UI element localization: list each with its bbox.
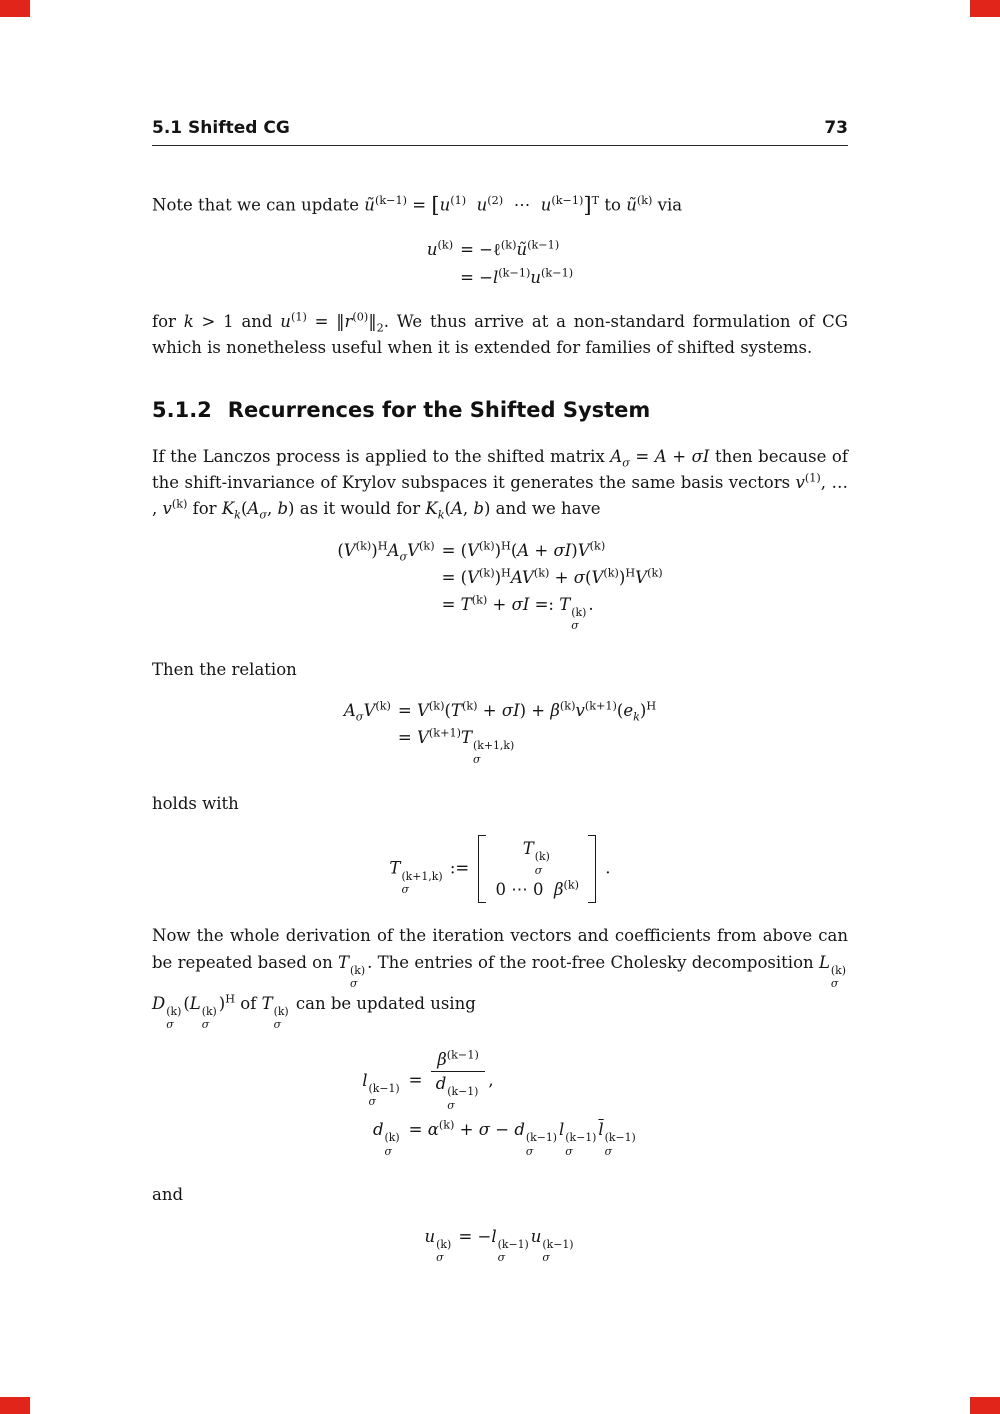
equation-lhs [427,264,453,291]
equation-lhs [337,591,434,637]
equation-lhs [344,724,391,770]
equation-lhs: l (k−1) σ [362,1070,400,1109]
equation-rhs: = $\alpha^{(k)} + \sigma - d$ (k−1) σ l (k−1) σ $\overline{l}$ (k−1) σ [408,1118,636,1158]
equation-t-definition: T (k+1,k) σ := T (k) σ 0 ⋯ 0 $\beta^{(k)}$ . [152,835,848,903]
page-number: 73 [824,118,848,138]
paragraph-then-relation: Then the relation [152,659,297,679]
equation-rhs: = $(V^{(k)})^H(A + \sigma I)V^{(k)}$ [441,539,606,560]
equation-rhs: = $-l^{(k-1)}u^{(k-1)}$ [460,266,574,287]
equation-lhs: $u^{(k)}$ [426,238,454,259]
equation-row [337,591,662,637]
subsection-number: 5.1.2 [152,397,212,422]
running-header [152,118,848,146]
equation-lhs: $A_\sigma V^{(k)}$ [343,699,391,724]
equation-ld-update [362,1046,638,1162]
corner-mark [0,0,30,17]
paragraph-holds-with: holds with [152,793,239,813]
equation-relation [344,697,656,770]
corner-mark [0,1397,30,1414]
equation-row [337,564,662,591]
paragraph-cholesky: Now the whole derivation of the iteration vectors and coefficients from above can be repeated based on T (k) σ . The entries of the root-free Cholesky decomposition L (k) σ D (k) σ (L (k) σ )$^H$ of T (k) σ can be updated using [152,926,848,1032]
paragraph-and: and [152,1185,184,1205]
equation-u-sigma: u (k) σ = −l (k−1) σ u (k−1) σ [424,1226,574,1265]
equation-row [344,697,656,724]
paragraph-lanczos: If the Lanczos process is applied to the shifted matrix $A_\sigma = A + \sigma I$ then because of the shift-invariance of Krylov subspaces it generates the same basis vectors $v^{(1)}$, … , $v^{(k)}$ for $K_k(A_\sigma$, b) as it would for $K_k(A$, b) and we have [152,446,848,522]
equation-lhs: d (k) σ [372,1120,400,1158]
equation-row [427,264,573,291]
equation-rhs: = $\beta^{(k-1)}$ d (k−1) σ , [408,1048,494,1112]
equation-rhs: = $T^{(k)} + \sigma I$ =: T (k) σ . [441,593,594,633]
equation-u-update [427,236,573,291]
equation-row [362,1046,638,1116]
equation-projection [337,537,662,637]
equation-rhs: = $V^{(k+1)}T$ (k+1,k) σ [397,726,515,766]
equation-row [337,537,662,564]
equation-rhs: = $V^{(k)}(T^{(k)} + \sigma I) + \beta^{(k)}v^{(k+1)}(e_k)^H$ [397,699,657,724]
equation-row [344,724,656,770]
equation-rhs: = $-\ell^{(k)}ũ^{(k-1)}$ [460,238,560,259]
equation-lhs: $(V^{(k)})^HA_\sigma V^{(k)}$ [337,539,435,564]
equation-row [427,236,573,264]
corner-mark [970,0,1000,17]
equation-rhs: = $(V^{(k)})^HAV^{(k)} + \sigma(V^{(k)})^HV^{(k)}$ [441,566,663,587]
page-content [152,118,848,1285]
corner-mark [970,1397,1000,1414]
running-header-section: 5.1 Shifted CG [152,118,290,138]
subsection-heading [152,398,848,422]
subsection-title: Recurrences for the Shifted System [227,397,651,422]
paragraph-for-k: for k > 1 and $u^{(1)}$ = $‖r^{(0)}‖_2$. We thus arrive at a non-standard formulation of CG which is nonetheless useful when it is extended for families of shifted systems. [152,310,848,358]
equation-lhs [337,564,434,591]
paragraph-update-intro: Note that we can update $ũ^{(k-1)} = [u^{(1)}$ $u^{(2)}$ ⋯ $u^{(k-1)}]^T$ to $ũ^{(k)}$ via [152,192,683,217]
equation-row [362,1116,638,1162]
